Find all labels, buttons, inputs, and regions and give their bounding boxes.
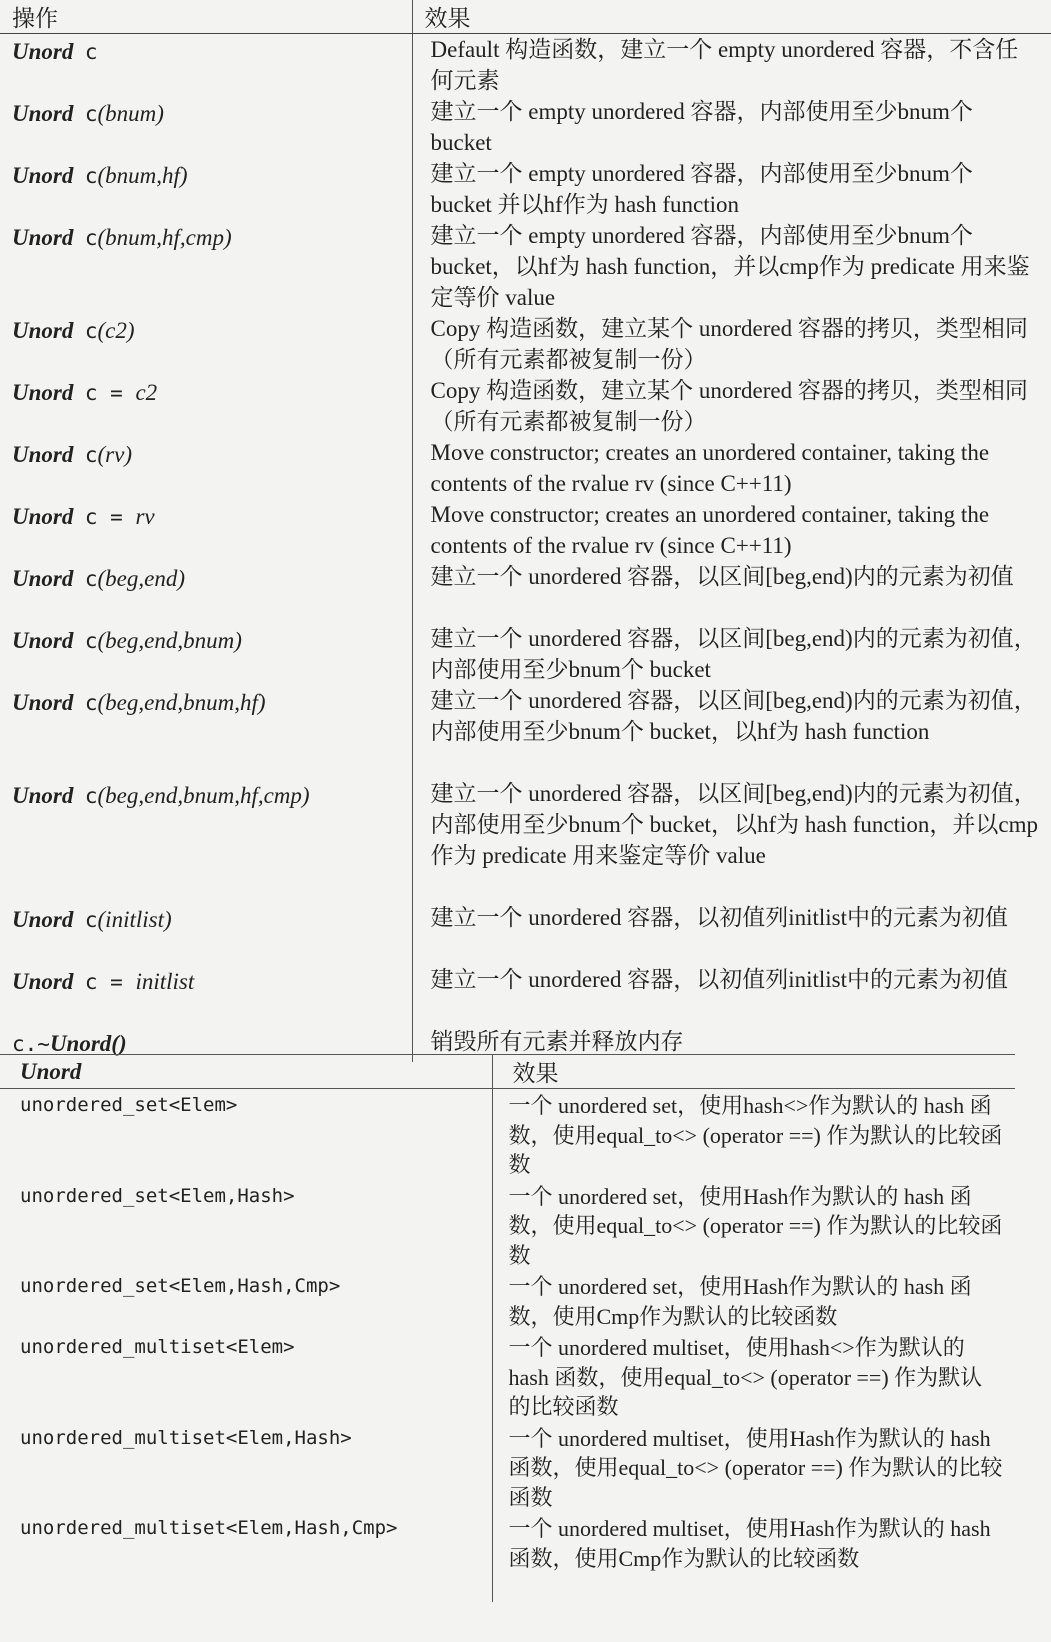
variable-name: c bbox=[84, 691, 98, 715]
effect-cell: Move constructor; creates an unordered container, taking the contents of the rvalue rv (since C++11) bbox=[430, 502, 990, 558]
type-cell: unordered_set<Elem,Hash,Cmp> bbox=[0, 1270, 492, 1331]
operation-cell bbox=[0, 623, 412, 685]
effect-cell: 一个 unordered set，使用Hash作为默认的 hash 函数，使用equal_to<> (operator ==) 作为默认的比较函数 bbox=[508, 1183, 1003, 1268]
operation-cell bbox=[0, 375, 412, 437]
type-cell: unordered_multiset<Elem,Hash> bbox=[0, 1422, 492, 1513]
operation-cell bbox=[0, 313, 412, 375]
header-effect: 效果 bbox=[492, 1055, 1015, 1089]
table-row bbox=[0, 902, 1051, 964]
effect-cell: 销毁所有元素并释放内存 bbox=[430, 1029, 684, 1054]
class-name: Unord bbox=[12, 566, 74, 591]
table-row bbox=[0, 96, 1051, 158]
arguments: (rv) bbox=[97, 442, 132, 467]
effect-cell: Copy 构造函数，建立某个 unordered 容器的拷贝，类型相同（所有元素都被复制一份） bbox=[430, 316, 1028, 372]
operation-cell bbox=[0, 902, 412, 964]
class-name: Unord bbox=[12, 101, 74, 126]
operation-cell bbox=[0, 685, 412, 778]
variable-name: c bbox=[84, 319, 98, 343]
constructor-table-header bbox=[0, 0, 1051, 34]
class-name: Unord bbox=[12, 783, 74, 808]
table-row bbox=[0, 778, 1051, 902]
class-name: Unord bbox=[12, 163, 74, 188]
arguments: (beg,end,bnum,hf) bbox=[97, 690, 266, 715]
operation-cell bbox=[0, 96, 412, 158]
class-name: Unord bbox=[12, 628, 74, 653]
effect-cell: 建立一个 empty unordered 容器，内部使用至少bnum个 bucket bbox=[430, 99, 973, 155]
variable-name: c bbox=[84, 784, 98, 808]
table-row bbox=[0, 623, 1051, 685]
class-name: Unord bbox=[12, 225, 74, 250]
type-cell: unordered_multiset<Elem> bbox=[0, 1331, 492, 1422]
variable-name: c = bbox=[84, 505, 136, 529]
variable-name: c bbox=[84, 226, 98, 250]
effect-cell: Copy 构造函数，建立某个 unordered 容器的拷贝，类型相同（所有元素都被复制一份） bbox=[430, 378, 1028, 434]
operation-cell bbox=[0, 499, 412, 561]
variable-name: c bbox=[84, 629, 98, 653]
effect-cell: 建立一个 unordered 容器，以区间[beg,end)内的元素为初值，内部使用至少bnum个 bucket bbox=[430, 626, 1037, 682]
class-name: Unord bbox=[12, 318, 74, 343]
table-row bbox=[0, 1512, 1015, 1602]
class-name: Unord bbox=[12, 969, 74, 994]
table-row bbox=[0, 1331, 1015, 1422]
arguments: (c2) bbox=[97, 318, 135, 343]
effect-cell: 一个 unordered multiset，使用hash<>作为默认的 hash 函数，使用equal_to<> (operator ==) 作为默认的比较函数 bbox=[508, 1335, 983, 1419]
class-name: Unord bbox=[12, 442, 74, 467]
variable-name: c bbox=[84, 908, 98, 932]
effect-cell: 一个 unordered multiset，使用Hash作为默认的 hash 函数，使用Cmp作为默认的比较函数 bbox=[508, 1516, 991, 1571]
class-name: Unord bbox=[12, 504, 74, 529]
variable-name: c bbox=[84, 443, 98, 467]
arguments: (beg,end) bbox=[97, 566, 186, 591]
table-row bbox=[0, 437, 1051, 499]
table-row bbox=[0, 685, 1051, 778]
type-cell: unordered_set<Elem,Hash> bbox=[0, 1180, 492, 1271]
table-row bbox=[0, 313, 1051, 375]
variable-name: c = bbox=[84, 970, 136, 994]
effect-cell: 建立一个 unordered 容器，以初值列initlist中的元素为初值 bbox=[430, 905, 1009, 930]
table-row bbox=[0, 1422, 1015, 1513]
operation-cell bbox=[0, 158, 412, 220]
table-row bbox=[0, 1270, 1015, 1331]
arguments: (bnum,hf) bbox=[97, 163, 188, 188]
variable-name: c = bbox=[84, 381, 136, 405]
table-row bbox=[0, 158, 1051, 220]
table-row bbox=[0, 34, 1051, 97]
variable-name: c bbox=[84, 40, 98, 64]
arguments: (beg,end,bnum) bbox=[97, 628, 242, 653]
operation-cell bbox=[0, 34, 412, 97]
header-operation: 操作 bbox=[0, 0, 412, 34]
class-name: Unord bbox=[12, 39, 74, 64]
type-cell: unordered_multiset<Elem,Hash,Cmp> bbox=[0, 1512, 492, 1602]
operation-cell bbox=[0, 778, 412, 902]
table-row bbox=[0, 1180, 1015, 1271]
variable-name: c.~ bbox=[12, 1032, 50, 1056]
table-row bbox=[0, 499, 1051, 561]
table-row bbox=[0, 1089, 1015, 1180]
table-row bbox=[0, 561, 1051, 623]
arguments: (beg,end,bnum,hf,cmp) bbox=[97, 783, 310, 808]
variable-name: c bbox=[84, 567, 98, 591]
class-name: Unord bbox=[12, 907, 74, 932]
effect-cell: 建立一个 unordered 容器，以区间[beg,end)内的元素为初值 bbox=[430, 564, 1014, 589]
header-effect: 效果 bbox=[412, 0, 1051, 34]
operation-cell bbox=[0, 964, 412, 1026]
effect-cell: 建立一个 empty unordered 容器，内部使用至少bnum个 bucket，以hf为 hash function，并以cmp作为 predicate 用来鉴定等价 value bbox=[430, 223, 1030, 310]
type-table bbox=[0, 1054, 1015, 1602]
operation-cell bbox=[0, 437, 412, 499]
table-row bbox=[0, 375, 1051, 437]
effect-cell: 建立一个 unordered 容器，以初值列initlist中的元素为初值 bbox=[430, 967, 1009, 992]
effect-cell: Default 构造函数，建立一个 empty unordered 容器，不含任何元素 bbox=[430, 37, 1019, 93]
arguments: (bnum,hf,cmp) bbox=[97, 225, 232, 250]
type-table-header bbox=[0, 1055, 1015, 1089]
arguments: rv bbox=[135, 504, 155, 529]
arguments: (initlist) bbox=[97, 907, 172, 932]
operation-cell bbox=[0, 220, 412, 313]
header-type: Unord bbox=[0, 1055, 492, 1089]
arguments: initlist bbox=[135, 969, 195, 994]
effect-cell: 建立一个 empty unordered 容器，内部使用至少bnum个 bucket 并以hf作为 hash function bbox=[430, 161, 973, 217]
effect-cell: 一个 unordered multiset，使用Hash作为默认的 hash 函数，使用equal_to<> (operator ==) 作为默认的比较函数 bbox=[508, 1425, 1003, 1510]
operation-cell bbox=[0, 561, 412, 623]
effect-cell: 一个 unordered set，使用hash<>作为默认的 hash 函数，使用equal_to<> (operator ==) 作为默认的比较函数 bbox=[508, 1093, 1003, 1177]
class-name: Unord() bbox=[49, 1031, 127, 1056]
effect-cell: 一个 unordered set，使用Hash作为默认的 hash 函数，使用Cmp作为默认的比较函数 bbox=[508, 1274, 972, 1329]
effect-cell: 建立一个 unordered 容器，以区间[beg,end)内的元素为初值，内部使用至少bnum个 bucket，以hf为 hash function，并以cmp作为 predicate 用来鉴定等价 value bbox=[430, 781, 1039, 868]
effect-cell: Move constructor; creates an unordered container, taking the contents of the rvalue rv (since C++11) bbox=[430, 440, 990, 496]
variable-name: c bbox=[84, 164, 98, 188]
table-row bbox=[0, 964, 1051, 1026]
table-row bbox=[0, 220, 1051, 313]
type-cell: unordered_set<Elem> bbox=[0, 1089, 492, 1180]
arguments: (bnum) bbox=[97, 101, 164, 126]
variable-name: c bbox=[84, 102, 98, 126]
effect-cell: 建立一个 unordered 容器，以区间[beg,end)内的元素为初值，内部使用至少bnum个 bucket，以hf为 hash function bbox=[430, 688, 1037, 744]
class-name: Unord bbox=[12, 690, 74, 715]
arguments: c2 bbox=[135, 380, 158, 405]
class-name: Unord bbox=[12, 380, 74, 405]
